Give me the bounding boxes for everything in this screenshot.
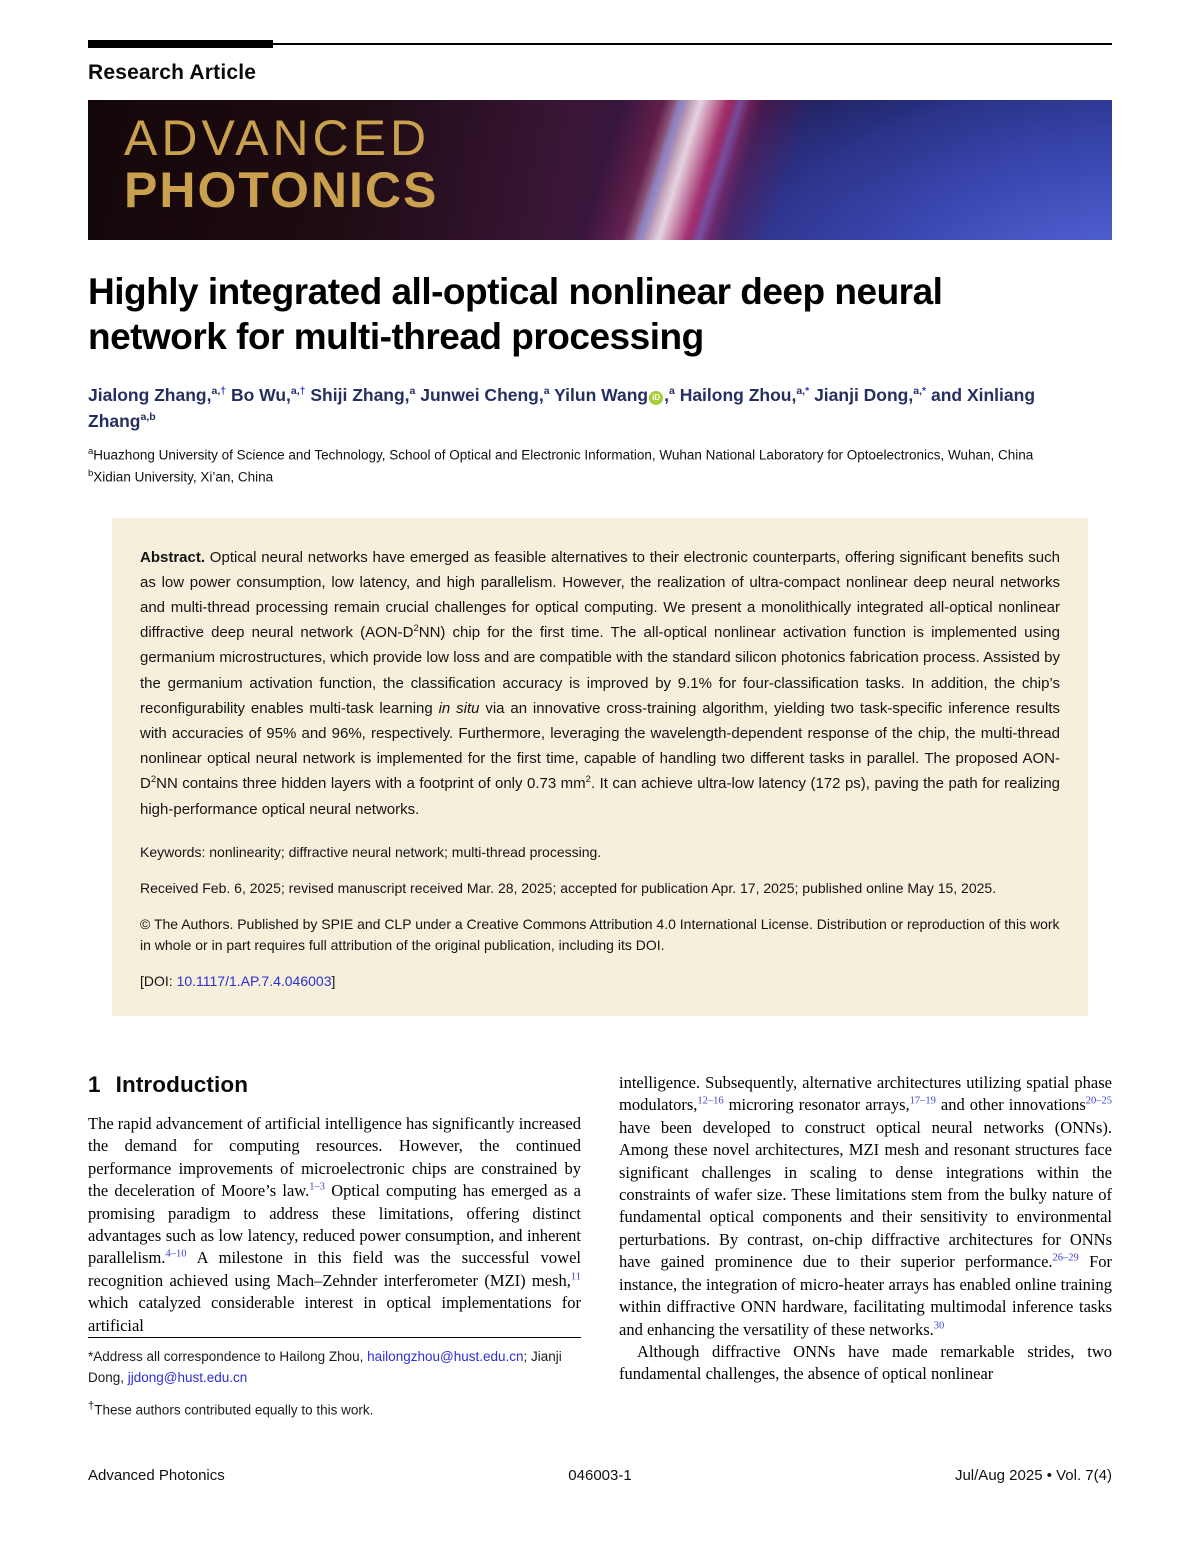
journal-logo-line1: ADVANCED xyxy=(124,110,431,166)
left-column xyxy=(88,1072,581,1422)
footnote-block xyxy=(88,1337,581,1421)
intro-paragraph-right-2: Although diffractive ONNs have made remarkable strides, two fundamental challenges, the absence of optical nonlinear xyxy=(619,1342,1112,1384)
top-rule xyxy=(88,40,1112,48)
intro-paragraph-left: The rapid advancement of artificial intelligence has significantly increased the demand for computing resources. However, the continued performance improvements of microelectronic chips are constrained by the deceleration of Moore’s law.$^{1-3}$ Optical computing has emerged as a promising paradigm to address these limitations, offering distinct advantages such as low latency, reduced power consumption, and inherent parallelism.$^{4-10}$ A milestone in this field was the successful vowel recognition achieved using Mach–Zehnder interferometer (MZI) mesh,$^{11}$ which catalyzed considerable interest in optical implementations for artificial xyxy=(88,1113,581,1335)
affiliations xyxy=(88,444,1112,488)
body-columns xyxy=(88,1072,1112,1422)
copyright-line: © The Authors. Published by SPIE and CLP under a Creative Commons Attribution 4.0 International License. Distribution or reproduction of this work in whole or in part requires full attribution of the original publication, including its DOI. xyxy=(140,915,1060,953)
footnote-equal-contribution: †These authors contributed equally to this work. xyxy=(88,1399,374,1418)
top-rule-thin xyxy=(273,43,1112,45)
article-type-label: Research Article xyxy=(88,61,257,84)
footnote-correspondence: *Address all correspondence to Hailong Zhou, hailongzhou@hust.edu.cn; Jianji Dong, jjdong@hust.edu.cn xyxy=(88,1349,562,1386)
orcid-icon[interactable]: iD xyxy=(649,391,663,405)
footer-issue: Jul/Aug 2025 • Vol. 7(4) xyxy=(954,1467,1112,1485)
hyperlink[interactable]: hailongzhou@hust.edu.cn xyxy=(367,1349,524,1365)
article-title: Highly integrated all-optical nonlinear deep neural network for multi-thread processing xyxy=(88,271,943,357)
section-number: 1 xyxy=(88,1071,101,1097)
footer-journal-name: Advanced Photonics xyxy=(88,1467,225,1485)
page-footer xyxy=(88,1467,1112,1484)
journal-logo-line2: PHOTONICS xyxy=(124,162,439,218)
abstract-text: Abstract. Optical neural networks have emerged as feasible alternatives to their electronic counterparts, offering significant benefits such as low power consumption, low latency, and high parallelism. However, the realization of ultra-compact nonlinear deep neural networks and multi-thread processing remain crucial challenges for optical computing. We present a monolithically integrated all-optical nonlinear diffractive deep neural network $(AON-D^2NN)$ chip for the first time. The all-optical nonlinear activation function is implemented using germanium microstructures, which provide low loss and are compatible with the standard silicon photonics fabrication process. Assisted by the germanium activation function, the classification accuracy is improved by 9.1% for four-classification tasks. In addition, the chip’s reconfigurability enables multi-task learning in situ via an innovative cross-training algorithm, yielding two task-specific inference results with accuracies of 95% and 96%, respectively. Furthermore, leveraging the wavelength-dependent response of the chip, the multi-thread nonlinear optical neural network is implemented for the first time, capable of handling two different tasks in parallel. The proposed AON-$D^2NN$ contains three hidden layers with a footprint of only 0.73 $mm^2$. It can achieve ultra-low latency (172 ps), paving the path for realizing high-performance optical neural networks. xyxy=(140,548,1061,818)
received-line: Received Feb. 6, 2025; revised manuscript received Mar. 28, 2025; accepted for publication Apr. 17, 2025; published online May 15, 2025. xyxy=(140,879,997,896)
top-rule-thick xyxy=(88,40,273,48)
section-title: Introduction xyxy=(115,1071,249,1097)
journal-banner xyxy=(88,100,1112,240)
hyperlink[interactable]: jjdong@hust.edu.cn xyxy=(127,1370,248,1386)
keywords-line: Keywords: nonlinearity; diffractive neural network; multi-thread processing. xyxy=(140,843,602,860)
right-column xyxy=(619,1072,1112,1422)
doi-line: [DOI: 10.1117/1.AP.7.4.046003] xyxy=(140,972,336,989)
intro-paragraph-right-1: intelligence. Subsequently, alternative architectures utilizing spatial phase modulators,$^{12-16}$ microring resonator arrays,$^{17-19}$ and other innovations$^{20-25}$ have been developed to construct optical neural networks (ONNs). Among these novel architectures, MZI mesh and resonant structures face significant challenges in scaling to dense integrations within the constraints of wafer size. These limitations stem from the bulky nature of fundamental optical components and their sensitivity to environmental perturbations. By contrast, on-chip diffractive architectures for ONNs have gained prominence due to their superior performance.$^{26-29}$ For instance, the integration of micro-heater arrays has enabled online training within diffractive ONN hardware, facilitating multimodal inference tasks and enhancing the versatility of these networks.$^{30}$ xyxy=(619,1072,1112,1339)
author-list: Jialong Zhang,$^{a,\dagger}$ Bo Wu,$^{a,\dagger}$ Shiji Zhang,$^a$ Junwei Cheng,$^a$ Yilun Wang iD ,$^a$ Hailong Zhou,$^{a,*}$ Jianji Dong,$^{a,*}$ and Xinliang Zhang$^{a,b}$ xyxy=(88,384,1036,431)
journal-logo xyxy=(124,112,438,216)
section-heading-introduction xyxy=(88,1072,581,1098)
affiliation-b: $^b$Xidian University, Xi’an, China xyxy=(88,467,274,485)
affiliation-a: $^a$Huazhong University of Science and Technology, School of Optical and Electronic Information, Wuhan National Laboratory for Optoelectronics, Wuhan, China xyxy=(88,446,1034,463)
abstract-box xyxy=(112,518,1088,1016)
hyperlink[interactable]: 10.1117/1.AP.7.4.046003 xyxy=(176,972,332,989)
footer-page-number: 046003-1 xyxy=(568,1467,632,1485)
